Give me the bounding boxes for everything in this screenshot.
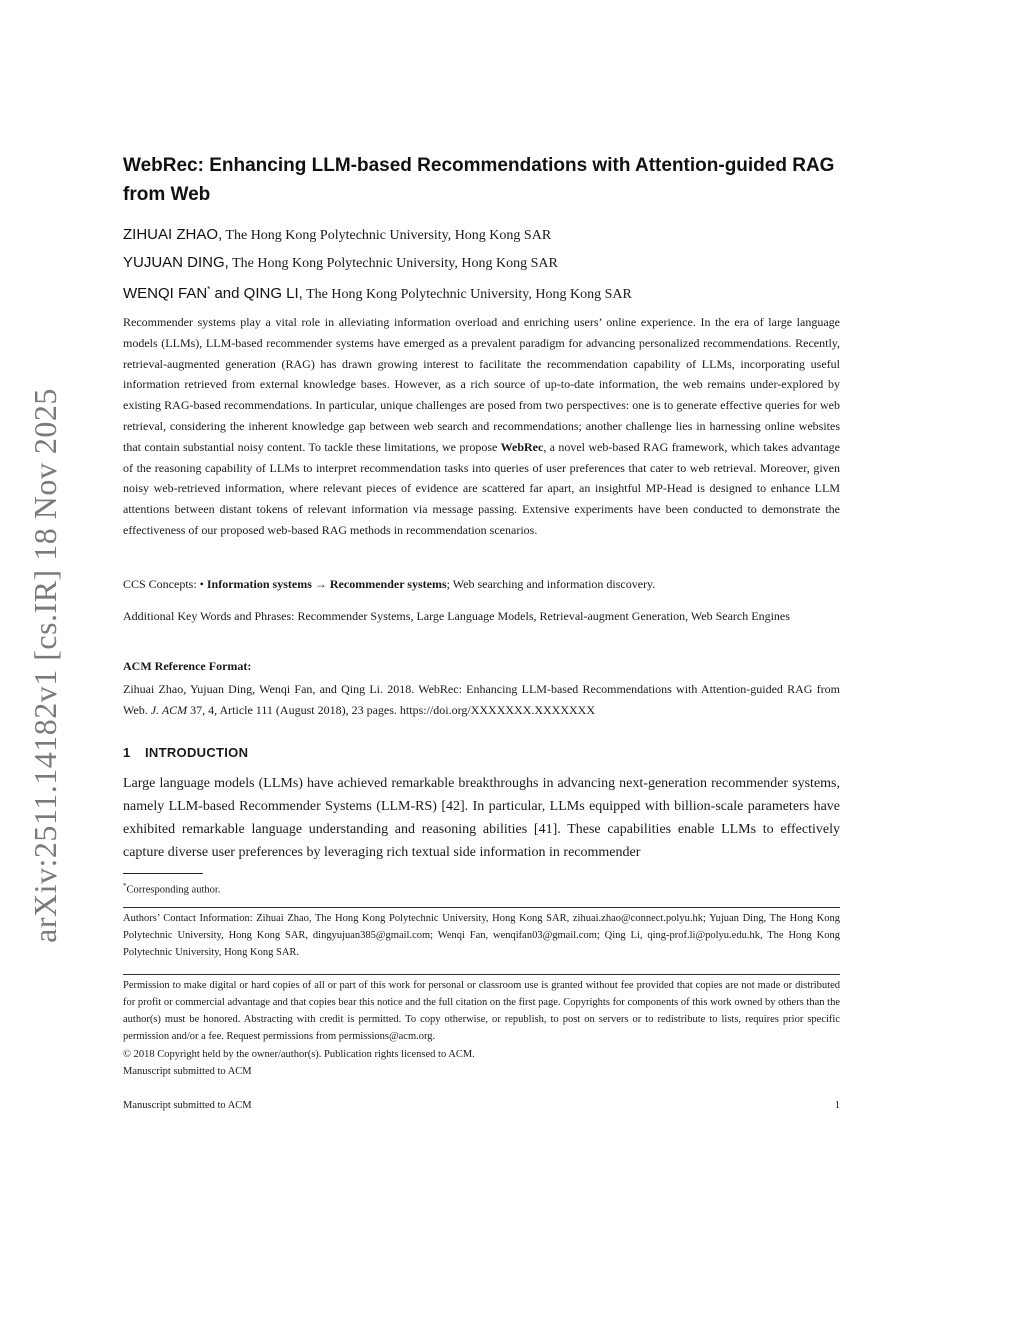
abstract-text-2: , a novel web-based RAG framework, which takes advantage of the reasoning capability of LLMs to interpret recommendation tasks into queries of user preferences that cater to web retrieval. Moreover, given noisy web-retrieved information, where relevant pieces of evidence are scattered far apart, an insightful MP-Head is designed to enhance LLM attentions between distant tokens of relevant information via message passing. Extensive experiments have been conducted to demonstrate the effectiveness of our proposed web-based RAG methods in recommendation scenarios. (123, 439, 840, 537)
ccs-concept-1: Information systems (206, 577, 312, 591)
reference-journal: J. ACM (150, 702, 188, 717)
footnote-rule (123, 873, 203, 874)
corresponding-mark: * (207, 285, 211, 294)
author-line (123, 250, 840, 278)
footer-left-text: Manuscript submitted to ACM (123, 1100, 252, 1111)
paper-title: WebRec: Enhancing LLM-based Recommendations with Attention-guided RAG from Web (123, 155, 835, 205)
divider (123, 907, 840, 908)
manuscript-note: Manuscript submitted to ACM (123, 1066, 252, 1077)
reference-format-text (123, 679, 840, 720)
author-list (123, 222, 840, 309)
ccs-arrow: → (311, 577, 330, 591)
section-title: INTRODUCTION (145, 745, 249, 760)
page-number: 1 (834, 1100, 840, 1111)
author-name: ZIHUAI ZHAO, (123, 226, 223, 243)
ccs-label: CCS Concepts: • (123, 577, 207, 591)
intro-paragraph: Large language models (LLMs) have achieved remarkable breakthroughs in advancing next-generation recommender systems, namely LLM-based Recommender Systems (LLM-RS) [42]. In particular, LLMs equipped with billion-scale parameters have exhibited remarkable language understanding and reasoning abilities [41]. These capabilities enable LLMs to effectively capture diverse user preferences by leveraging rich textual side information in recommender (123, 776, 840, 860)
author-name-a: WENQI FAN (123, 285, 208, 302)
reference-text-1: Zihuai Zhao, Yujuan Ding, Wenqi Fan, and Qing Li. 2018. WebRec: Enhancing LLM-based Recommendations with Attention-guided RAG from Web. (123, 682, 840, 717)
abstract-text-1: Recommender systems play a vital role in alleviating information overload and enriching users’ online experience. In the era of large language models (LLMs), LLM-based recommender systems have emerged as a prevalent paradigm for advancing personalized recommendations. Recently, retrieval-augmented generation (RAG) has drawn growing interest to facilitate the recommendation capability of LLMs, incorporating useful information retrieved from external knowledge bases. However, as a rich source of up-to-date information, the web remains under-explored by existing RAG-based recommendations. In particular, unique challenges are posed from two perspectives: one is to generate effective queries for web retrieval, considering the inherent knowledge gap between web search and recommendations; another challenge lies in harnessing online websites that contain substantial noisy content. To tackle these limitations, we propose (123, 315, 840, 454)
ccs-rest: ; Web searching and information discovery. (446, 577, 656, 591)
author-name: YUJUAN DING, (123, 253, 229, 271)
author-affiliation: The Hong Kong Polytechnic University, Hong Kong SAR (306, 287, 632, 302)
permission-notice: Permission to make digital or hard copies of all or part of this work for personal or classroom use is granted without fee provided that copies are not made or distributed for profit or commercial advantage and that copies bear this notice and the full citation on the first page. Copyrights for components of this work owned by others than the author(s) must be honored. Abstracting with credit is permitted. To copy otherwise, or republish, to post on servers or to redistribute to lists, requires prior specific permission and/or a fee. Request permissions from permissions@acm.org. (123, 980, 840, 1042)
reference-text-2: 37, 4, Article 111 (August 2018), 23 pages. https://doi.org/XXXXXXX.XXXXXXX (187, 702, 596, 717)
author-name-b: and QING LI, (210, 285, 303, 302)
section-number: 1 (123, 745, 131, 760)
ccs-concepts (123, 574, 840, 594)
footnote-mark: * (123, 882, 127, 890)
reference-format-heading: ACM Reference Format: (123, 659, 252, 673)
author-contact-info: Authors’ Contact Information: Zihuai Zhao, The Hong Kong Polytechnic University, Hong Kong SAR, zihuai.zhao@connect.polyu.hk; Yujuan Ding, The Hong Kong Polytechnic University, Hong Kong SAR, dingyujuan385@gmail.com; Wenqi Fan, wenqifan03@gmail.com; Qing Li, qing-prof.li@polyu.edu.hk, The Hong Kong Polytechnic University, Hong Kong SAR. (123, 913, 840, 958)
abstract-bold-name: WebRec (500, 439, 544, 454)
footnote (123, 878, 220, 899)
arxiv-stamp-text: arXiv:2511.14182v1 [cs.IR] 18 Nov 2025 (26, 387, 63, 943)
author-affiliation: The Hong Kong Polytechnic University, Hong Kong SAR (225, 228, 552, 243)
copyright-notice: © 2018 Copyright held by the owner/author(s). Publication rights licensed to ACM. (123, 1049, 475, 1060)
author-line (123, 222, 840, 250)
arxiv-stamp (20, 375, 70, 955)
divider (123, 974, 840, 975)
ccs-concept-2: Recommender systems (329, 577, 447, 591)
author-affiliation: The Hong Kong Polytechnic University, Hong Kong SAR (232, 255, 558, 271)
abstract (123, 312, 840, 541)
author-line (123, 277, 840, 309)
section-heading (123, 745, 248, 760)
keywords: Additional Key Words and Phrases: Recommender Systems, Large Language Models, Retrieval-augment Generation, Web Search Engines (123, 609, 790, 623)
author-name (123, 285, 303, 302)
footnote-text: Corresponding author. (126, 884, 221, 896)
